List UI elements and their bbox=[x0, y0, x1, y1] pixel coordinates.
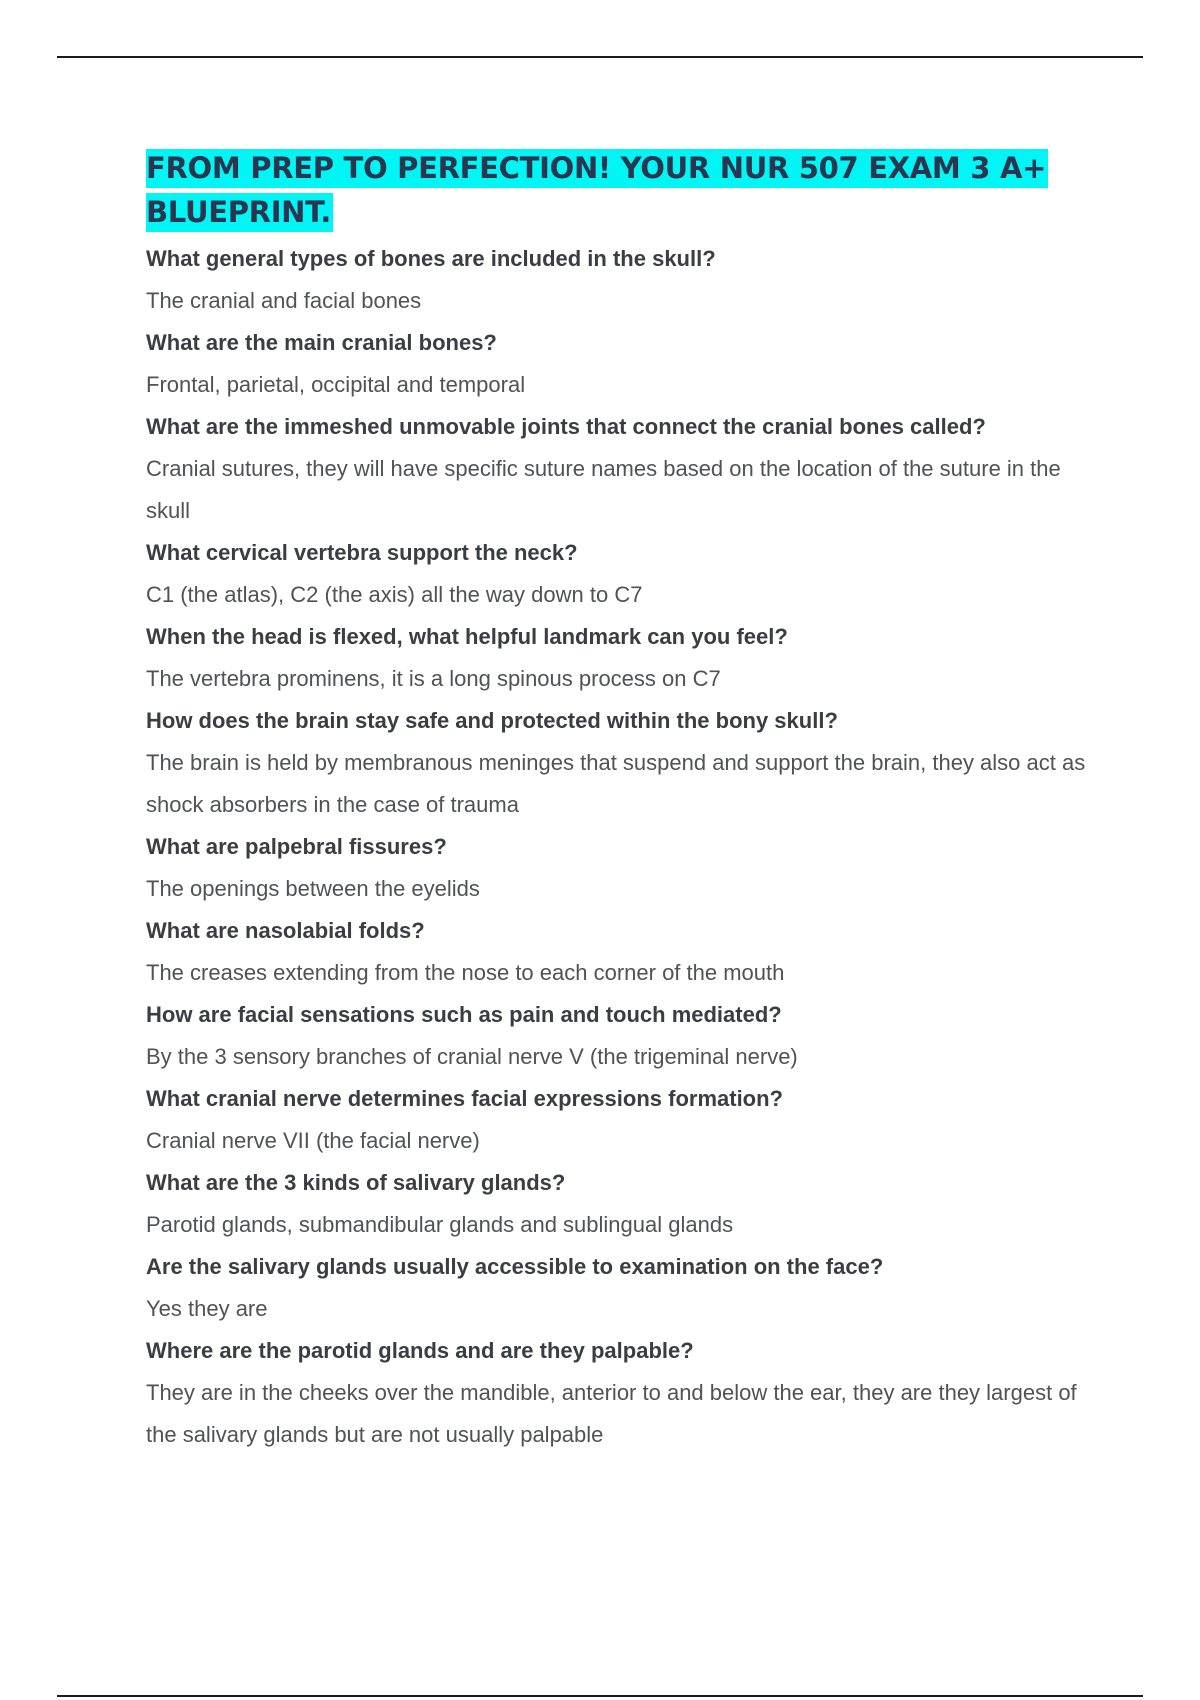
qa-item bbox=[146, 1162, 1096, 1246]
qa-item bbox=[146, 238, 1096, 322]
question-text: How are facial sensations such as pain and touch mediated? bbox=[146, 1002, 782, 1027]
question-text: Are the salivary glands usually accessible to examination on the face? bbox=[146, 1254, 884, 1279]
answer-text: Frontal, parietal, occipital and temporal bbox=[146, 372, 526, 397]
answer-text: Cranial nerve VII (the facial nerve) bbox=[146, 1128, 480, 1153]
qa-item bbox=[146, 700, 1096, 826]
answer-text: By the 3 sensory branches of cranial nerve V (the trigeminal nerve) bbox=[146, 1044, 798, 1069]
answer-text: Parotid glands, submandibular glands and sublingual glands bbox=[146, 1212, 734, 1237]
answer-text: The openings between the eyelids bbox=[146, 876, 480, 901]
qa-item bbox=[146, 1078, 1096, 1162]
question-text: When the head is flexed, what helpful landmark can you feel? bbox=[146, 624, 788, 649]
question-text: What are the 3 kinds of salivary glands? bbox=[146, 1170, 566, 1195]
document-title bbox=[146, 146, 1096, 234]
document-body bbox=[146, 146, 1096, 1456]
question-text: What are the immeshed unmovable joints that connect the cranial bones called? bbox=[146, 414, 986, 439]
answer-text: The vertebra prominens, it is a long spinous process on C7 bbox=[146, 666, 721, 691]
answer-text: Cranial sutures, they will have specific suture names based on the location of the suture in the skull bbox=[146, 456, 1061, 523]
qa-item bbox=[146, 1246, 1096, 1330]
question-text: What are the main cranial bones? bbox=[146, 330, 497, 355]
answer-text: The creases extending from the nose to each corner of the mouth bbox=[146, 960, 785, 985]
answer-text: Yes they are bbox=[146, 1296, 268, 1321]
question-text: How does the brain stay safe and protected within the bony skull? bbox=[146, 708, 838, 733]
highlighted-title-text: FROM PREP TO PERFECTION! YOUR NUR 507 EXAM 3 A+ BLUEPRINT. bbox=[146, 149, 1048, 232]
qa-item bbox=[146, 406, 1096, 532]
header-rule bbox=[57, 56, 1143, 58]
question-text: What cervical vertebra support the neck? bbox=[146, 540, 578, 565]
answer-text: C1 (the atlas), C2 (the axis) all the way down to C7 bbox=[146, 582, 643, 607]
question-text: Where are the parotid glands and are they palpable? bbox=[146, 1338, 694, 1363]
qa-list bbox=[146, 238, 1096, 1456]
qa-item bbox=[146, 826, 1096, 910]
qa-item bbox=[146, 322, 1096, 406]
qa-item bbox=[146, 910, 1096, 994]
footer-rule bbox=[57, 1695, 1143, 1697]
question-text: What are palpebral fissures? bbox=[146, 834, 447, 859]
qa-item bbox=[146, 532, 1096, 616]
qa-item bbox=[146, 616, 1096, 700]
qa-item bbox=[146, 994, 1096, 1078]
question-text: What are nasolabial folds? bbox=[146, 918, 425, 943]
answer-text: They are in the cheeks over the mandible, anterior to and below the ear, they are they largest of the salivary glands but are not usually palpable bbox=[146, 1380, 1077, 1447]
answer-text: The cranial and facial bones bbox=[146, 288, 422, 313]
question-text: What cranial nerve determines facial expressions formation? bbox=[146, 1086, 783, 1111]
question-text: What general types of bones are included in the skull? bbox=[146, 246, 716, 271]
answer-text: The brain is held by membranous meninges that suspend and support the brain, they also act as shock absorbers in the case of trauma bbox=[146, 750, 1086, 817]
qa-item bbox=[146, 1330, 1096, 1456]
